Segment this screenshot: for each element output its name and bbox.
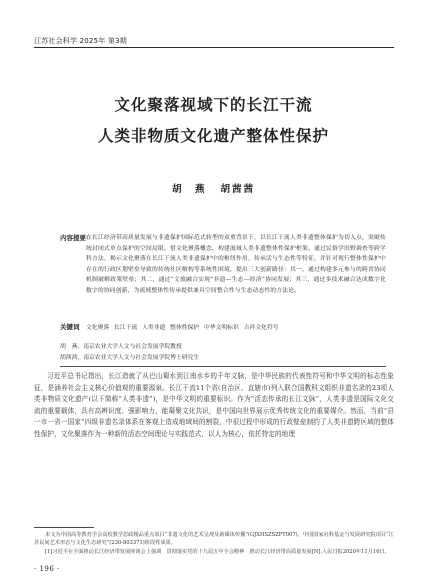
author-name: 胡茜茜 [220, 184, 256, 195]
author-bio: 胡茜茜，南京农业大学人文与社会发展学院博士研究生 [60, 355, 200, 361]
author-name: 胡 燕 [171, 184, 207, 195]
footnote: [1]习近平在全面推动长江经济带发展座谈会上强调 贯彻落实党的十九届五中全会精神 推动长江经济带高质量发展[N].人民日报2020年11月16日。 [45, 548, 390, 555]
abstract-label: 内容提要 [60, 234, 86, 242]
footnote: 本文为中国高等教育学会高校教学思政精品重点项目“非遗文化的艺术呈现及新媒体传播”(GJXHSZSZPT007)、中国国家社科基金与发展研究院项目“江苏民间艺术形态与文化生态研究”(230-803371)阶段性成果。 [34, 532, 394, 547]
keyword: 整体性保护 [170, 325, 200, 331]
journal-header: 江苏社会科学 2025年 第3期 [34, 37, 127, 45]
author-bio: 胡 燕，南京农业大学人文与社会发展学院教授 [60, 344, 182, 350]
footnote-rule [34, 527, 94, 528]
body-paragraph: 习近平总书记指出，长江造就了从巴山蜀水到江南水乡的千年文脉，是中华民族的代表性符号和中华文明的标志性象征，是涵养社会主义核心价值观的重要源泉。长江干流11个省(自治区、直辖市)列入联合国教科文组织非遗名录的23项人类非物质文化遗产(以下简称“人类非遗”)，是中华文明的重要标识。作为“活态传承的长江文脉”，人类非遗是国际文化交流的重要载体，具有高辨识度、强影响力，能凝聚文化共识，是中国向世界展示优秀传统文化的重要媒介。然而，当前“县一市一省一国家”四级非遗名录体系在客观上造成地域间的割裂，中很过程中形成的行政壁垒制约了人类非遗跨区域的整体性保护，文化聚落作为一种新的活态空间理论与实践范式，以人为核心，依托特定的地理 [34, 372, 394, 438]
keyword: 人类非遗 [142, 325, 166, 331]
keyword: 中华文明标识 [203, 325, 239, 331]
keywords-label: 关键词 [60, 323, 80, 331]
page-number: · 196 · [34, 565, 60, 573]
author-line [0, 181, 427, 195]
header-rule [34, 47, 394, 48]
article-title-line-1: 文化聚落视域下的长江干流 [114, 96, 313, 114]
keyword: 吉祥文化符号 [243, 325, 279, 331]
keyword: 文化聚落 [86, 325, 110, 331]
keywords-list [86, 322, 386, 331]
article-title-line-2: 人类非物质文化遗产整体性保护 [97, 127, 329, 145]
keyword: 长江干流 [114, 325, 138, 331]
abstract-separator [60, 366, 386, 367]
abstract-text: 在长江经济带高质量发展与非遗保护国际范式转型的双重背景下，以长江干流人类非遗整体保护为切入点，突破传统封闭式单点保护的空间局限，借文化聚落概念，构建流域人类非遗整体性保护框架。通过民俗学田野调查等跨学科方法，揭示文化聚落在长江干流人类非遗保护中的枢纽作用，传承活与生态性等特征，并针对现行整体性保护中存在的行政区划壁垒导致的传统社区解构等系统性困境，提出三大创新路径：其一，通过构建多元参与的跨省协同机制破解政策壁垒；其二，通过“文旅融合实现”非遗—生态—经济“协同发展；其三，通过多技术融合达成数字化数字的协同创新，为流域整体性传承提供兼具空间整合性与生态动态性的方法论。 [86, 235, 386, 294]
footnotes [34, 531, 394, 556]
